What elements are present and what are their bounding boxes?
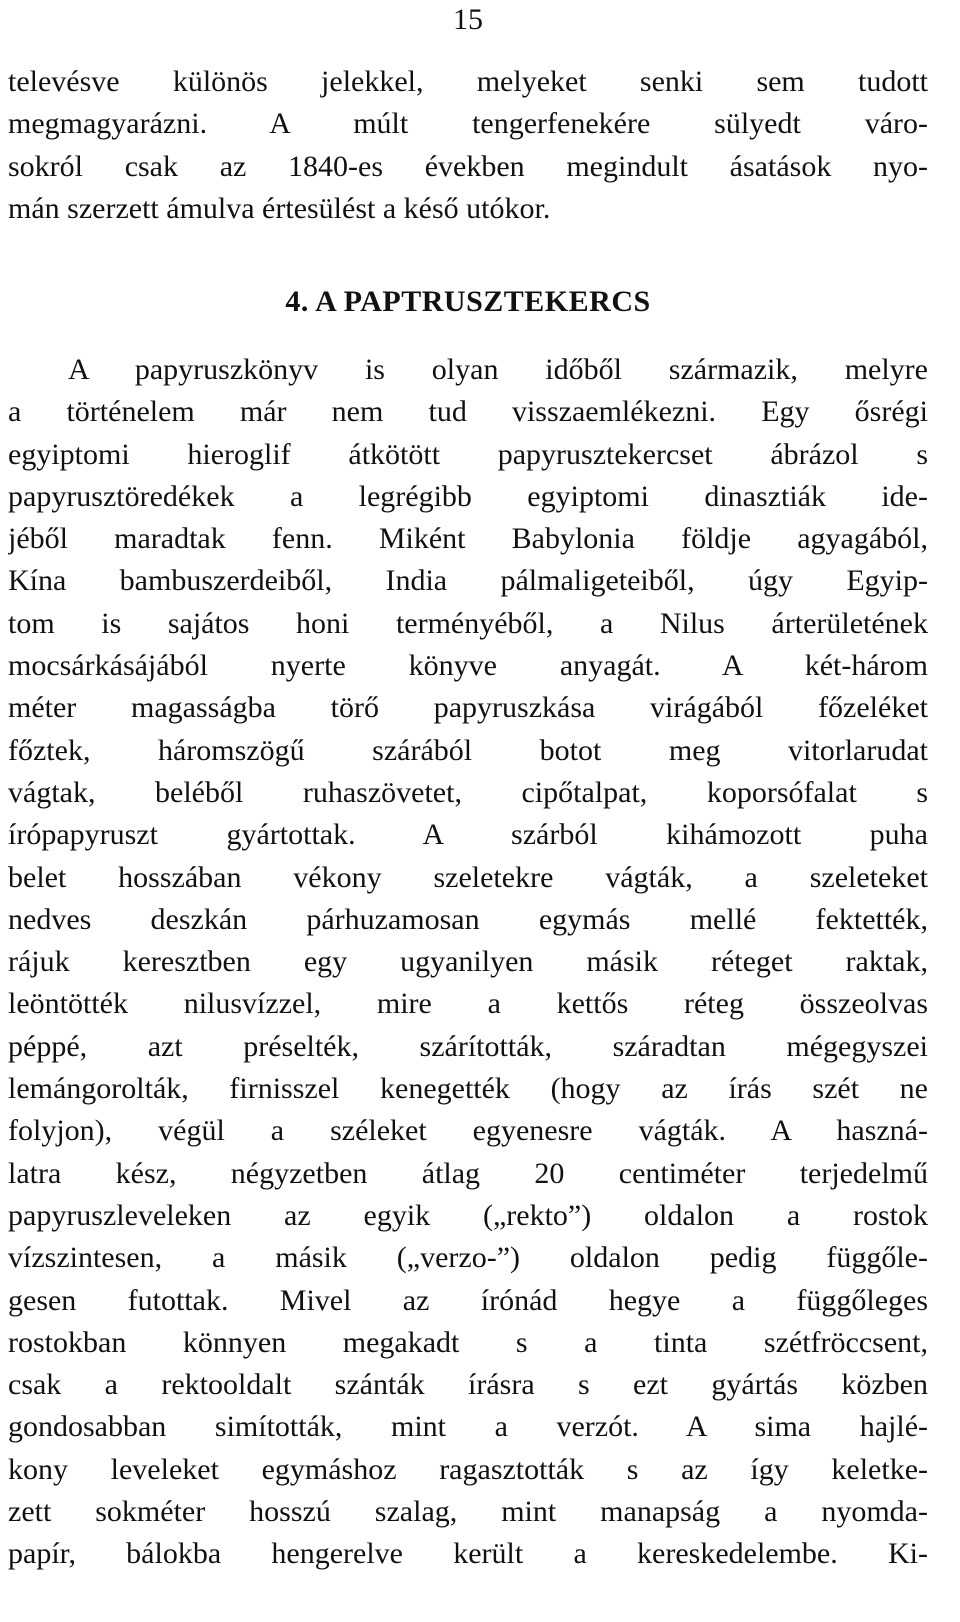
text-line: rostokban könnyen megakadt s a tinta szétfröccsent, (8, 1325, 928, 1359)
text-line: gesen futottak. Mivel az írónád hegye a függőleges (8, 1283, 928, 1317)
text-line: papyruszleveleken az egyik („rekto”) oldalon a rostok (8, 1198, 928, 1232)
text-line: folyjon), végül a széleket egyenesre vágták. A haszná- (8, 1114, 928, 1148)
text-line: televésve különös jelekkel, melyeket senki sem tudott (8, 65, 928, 98)
text-line: kony leveleket egymáshoz ragasztották s az így keletke- (8, 1452, 928, 1486)
text-line: vízszintesen, a másik („verzo-”) oldalon pedig függőle- (8, 1241, 928, 1275)
text-line: belet hosszában vékony szeletekre vágták, a szeleteket (8, 860, 928, 894)
text-line: a történelem már nem tud visszaemlékezni. Egy ősrégi (8, 395, 928, 429)
text-line: írópapyruszt gyártottak. A szárból kihámozott puha (8, 818, 928, 852)
text-line: latra kész, négyzetben átlag 20 centiméter terjedelmű (8, 1156, 928, 1190)
text-line: leöntötték nilusvízzel, mire a kettős réteg összeolvas (8, 987, 928, 1021)
text-line: egyiptomi hieroglif átkötött papyrusztekercset ábrázol s (8, 437, 928, 471)
paragraph-intro (8, 61, 928, 230)
text-line: péppé, azt préselték, szárították, száradtan mégegyszei (8, 1029, 928, 1063)
text-line: főztek, háromszögű szárából botot meg vitorlarudat (8, 733, 928, 767)
section-heading: 4. A PAPTRUSZTEKERCS (285, 285, 651, 318)
text-line: jéből maradtak fenn. Miként Babylonia földje agyagából, (8, 522, 928, 556)
text-line: nedves deszkán párhuzamosan egymás mellé fektették, (8, 902, 928, 936)
text-line: papír, bálokba hengerelve került a kereskedelembe. Ki- (8, 1537, 928, 1571)
text-line: lemángorolták, firnisszel kenegették (hogy az írás szét ne (8, 1072, 928, 1106)
text-line: mán szerzett ámulva értesülést a késő utókor. (8, 191, 551, 225)
text-line: papyrusztöredékek a legrégibb egyiptomi dinasztiák ide- (8, 479, 928, 513)
text-line: gondosabban simították, mint a verzót. A sima hajlé- (8, 1410, 928, 1444)
book-page (8, 0, 928, 1622)
page-number: 15 (453, 3, 483, 36)
text-line: Kína bambuszerdeiből, India pálmaligeteiből, úgy Egyip- (8, 564, 928, 598)
text-line: tom is sajátos honi terményéből, a Nilus árterületének (8, 606, 928, 640)
text-line: sokról csak az 1840-es években megindult ásatások nyo- (8, 149, 928, 183)
text-line: A papyruszkönyv is olyan időből származik, melyre (68, 353, 928, 386)
text-line: rájuk keresztben egy ugyanilyen másik réteget raktak, (8, 945, 928, 979)
text-line: csak a rektooldalt szánták írásra s ezt gyártás közben (8, 1368, 928, 1402)
text-line: vágtak, beléből ruhaszövetet, cipőtalpat, koporsófalat s (8, 775, 928, 809)
text-line: zett sokméter hosszú szalag, mint manapság a nyomda- (8, 1495, 928, 1529)
text-line: megmagyarázni. A múlt tengerfenekére sülyedt váro- (8, 107, 928, 141)
text-line: mocsárkásájából nyerte könyve anyagát. A két-három (8, 649, 928, 683)
paragraph-papyrus (8, 349, 928, 1576)
text-line: méter magasságba törő papyruszkása virágából főzeléket (8, 691, 928, 725)
